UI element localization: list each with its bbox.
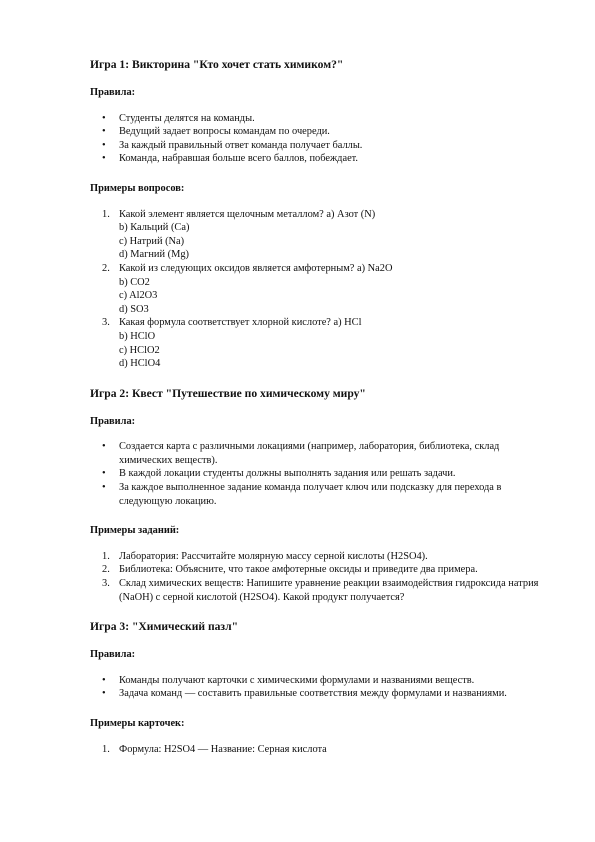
example-number: 3. [102, 578, 110, 590]
game-section [90, 58, 545, 371]
rules-label: Правила: [90, 649, 136, 661]
rule-item: • Команды получают карточки с химическими формулами и названиями веществ. [90, 674, 545, 688]
rules-list [90, 440, 545, 508]
example-text: Формула: H2SO4 — Название: Серная кислота [119, 743, 327, 755]
example-item [90, 550, 545, 564]
rules-label: Правила: [90, 415, 136, 427]
example-text: Лаборатория: Рассчитайте молярную массу серной кислоты (H2SO4). [119, 550, 428, 562]
game-title: Игра 1: Викторина "Кто хочет стать химиком?" [90, 58, 344, 71]
rule-item: • Студенты делятся на команды. [90, 112, 545, 126]
example-text: Библиотека: Объясните, что такое амфотерные оксиды и приведите два примера. [119, 564, 478, 576]
example-text: Какой элемент является щелочным металлом? a) Азот (N) [119, 208, 376, 220]
document-page [90, 58, 545, 772]
answer-option: d) SO3 [119, 303, 149, 315]
answer-option: b) CO2 [119, 276, 150, 288]
example-number: 2. [102, 262, 110, 274]
examples-list [90, 743, 545, 757]
example-text: Какой из следующих оксидов является амфотерным? a) Na2O [119, 262, 393, 274]
rule-item: • В каждой локации студенты должны выполнять задания или решать задачи. [90, 467, 545, 481]
examples-label: Примеры вопросов: [90, 182, 185, 194]
game-title: Игра 3: "Химический пазл" [90, 620, 239, 634]
answer-option: c) HClO2 [119, 344, 160, 356]
example-item [90, 208, 545, 262]
example-number: 1. [102, 550, 110, 562]
example-number: 1. [102, 743, 110, 755]
game-section [90, 387, 545, 605]
game-title: Игра 2: Квест "Путешествие по химическому миру" [90, 386, 366, 400]
example-text: Склад химических веществ: Напишите уравнение реакции взаимодействия гидроксида натрия (NaOH) с серной кислотой (H2SO4). Какой продукт получается? [119, 578, 539, 603]
examples-label: Примеры заданий: [90, 525, 180, 537]
example-item [90, 563, 545, 577]
rules-list [90, 674, 545, 701]
rule-item: • Команда, набравшая больше всего баллов, побеждает. [90, 152, 545, 166]
example-text: Какая формула соответствует хлорной кислоте? a) HCl [119, 317, 362, 329]
rule-item: • Создается карта с различными локациями (например, лаборатория, библиотека, склад химических веществ). [90, 440, 545, 467]
game-section [90, 620, 545, 756]
answer-option: d) HClO4 [119, 358, 161, 370]
rule-item: • За каждый правильный ответ команда получает баллы. [90, 139, 545, 153]
rule-item: • Ведущий задает вопросы командам по очереди. [90, 125, 545, 139]
answer-option: c) Al2O3 [119, 290, 158, 302]
example-item [90, 262, 545, 316]
example-item [90, 743, 545, 757]
example-item [90, 316, 545, 370]
answer-option: d) Магний (Mg) [119, 249, 189, 261]
example-number: 1. [102, 208, 110, 220]
examples-list [90, 208, 545, 371]
rule-item: • Задача команд — составить правильные соответствия между формулами и названиями. [90, 687, 545, 701]
rule-item: • За каждое выполненное задание команда получает ключ или подсказку для перехода в следующую локацию. [90, 481, 545, 508]
rules-label: Правила: [90, 87, 136, 98]
examples-list [90, 550, 545, 604]
example-item [90, 577, 545, 604]
example-number: 2. [102, 564, 110, 576]
answer-option: b) Кальций (Ca) [119, 222, 190, 234]
examples-label: Примеры карточек: [90, 718, 185, 729]
answer-option: c) Натрий (Na) [119, 235, 185, 247]
rules-list [90, 112, 545, 166]
example-number: 3. [102, 317, 110, 329]
answer-option: b) HClO [119, 330, 156, 342]
